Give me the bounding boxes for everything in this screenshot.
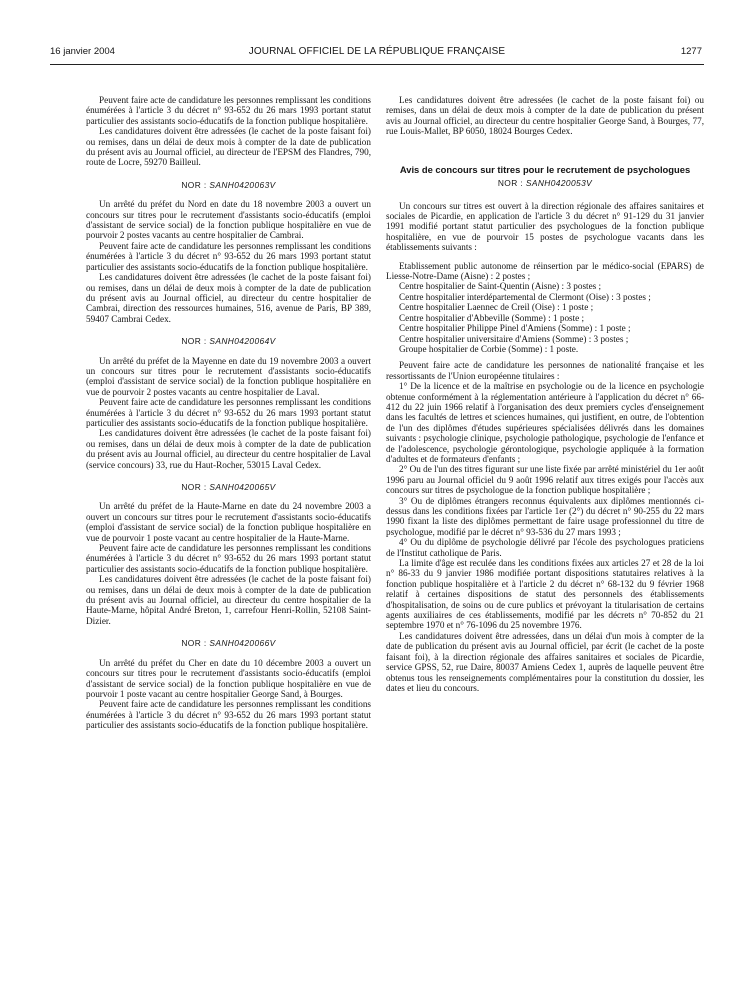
list-item: Centre hospitalier Philippe Pinel d'Amiens (Somme) : 1 poste ; <box>399 323 631 334</box>
paragraph: Peuvent faire acte de candidature les personnes remplissant les conditions énumérées à l'article 3 du décret n° 93-652 du 26 mars 1993 portant statut particulier des assistants socio-éducatifs de la fonction publique hospitalière. <box>86 699 371 731</box>
right-column <box>386 95 704 693</box>
paragraph: Les candidatures doivent être adressées (le cachet de la poste faisant foi) ou remises, dans un délai de deux mois à compter de la date de publication du présent avis au Journal officiel, au directeur du centre hospitalier de Cambrai, direction des ressources humaines, 516, avenue de Paris, BP 389, 59407 Cambrai Cedex. <box>86 272 371 324</box>
paragraph: Peuvent faire acte de candidature les personnes remplissant les conditions énumérées à l'article 3 du décret n° 93-652 du 26 mars 1993 portant statut particulier des assistants socio-éducatifs de la fonction publique hospitalière. <box>86 543 371 574</box>
list-item: Centre hospitalier Laennec de Creil (Oise) : 1 poste ; <box>399 302 594 313</box>
paragraph: Peuvent faire acte de candidature les personnes remplissant les conditions énumérées à l'article 3 du décret n° 93-652 du 26 mars 1993 portant statut particulier des assistants socio-éducatifs de la fonction publique hospitalière. <box>86 397 371 428</box>
nor-reference <box>86 180 371 190</box>
condition-item: 2° Ou de l'un des titres figurant sur une liste fixée par arrêté ministériel du 1er août 1996 paru au Journal officiel du 9 août 1996 relatif aux titres exigés pour l'accès aux concours sur titres de psychologue de la fonction publique hospitalière ; <box>386 464 704 496</box>
header-rule <box>50 64 704 65</box>
nor-label: NOR : <box>181 179 207 190</box>
nor-reference <box>86 336 371 346</box>
nor-reference <box>86 482 371 492</box>
paragraph: Un concours sur titres est ouvert à la direction régionale des affaires sanitaires et sociales de Picardie, en application de l'article 3 du décret n° 91-129 du 31 janvier 1991 modifié portant statut particulier des psychologues de la fonction publique hospitalière, en vue de pourvoir 15 postes de psychologue vacants dans les établissements suivants : <box>386 200 704 253</box>
header-date: 16 janvier 2004 <box>50 46 115 57</box>
nor-label: NOR : <box>181 336 207 347</box>
paragraph: Un arrêté du préfet de la Mayenne en date du 19 novembre 2003 a ouvert un concours sur titres pour le recrutement d'assistants socio-éducatifs (emploi d'assistant de service social) de la fonction publique hospitalière en vue de pourvoir 2 postes vacants au centre hospitalier de Laval. <box>86 355 371 397</box>
nor-label: NOR : <box>181 482 207 492</box>
paragraph: La limite d'âge est reculée dans les conditions fixées aux articles 27 et 28 de la loi n° 86-33 du 9 janvier 1986 modifiée portant dispositions statutaires relatives à la fonction publique hospitalière et à l'article 2 du décret n° 68-132 du 9 février 1968 relatif à certaines dispositions de statut des personnels des établissements d'hospitalisation, de soins ou de cure publics et prévoyant la titularisation de certains agents auxiliaires de ces établissements, modifié par les décrets n° 70-852 du 21 septembre 1970 et n° 76-1096 du 25 novembre 1976. <box>386 558 704 631</box>
nor-code: SANH0420064V <box>209 336 276 347</box>
paragraph: Les candidatures doivent être adressées (le cachet de la poste faisant foi) ou remises, dans un délai de deux mois à compter de la date de publication du présent avis au Journal officiel, au directeur de l'EPSM des Flandres, 790, route de Locre, 59270 Bailleul. <box>86 126 371 168</box>
notice-title: Avis de concours sur titres pour le recrutement de psychologues <box>399 163 691 175</box>
list-item: Centre hospitalier d'Abbeville (Somme) : 1 poste ; <box>399 312 585 323</box>
list-item: Centre hospitalier de Saint-Quentin (Aisne) : 3 postes ; <box>399 281 602 292</box>
nor-reference <box>386 178 704 188</box>
paragraph: Les candidatures doivent être adressées (le cachet de la poste faisant foi) ou remises, dans un délai de deux mois à compter de la date de publication du présent avis au Journal officiel, au directeur du centre hospitalier de Laval (service concours) 33, rue du Haut-Rocher, 53015 Laval Cedex. <box>86 428 371 470</box>
list-item: Centre hospitalier universitaire d'Amiens (Somme) : 3 postes ; <box>399 333 629 344</box>
nor-code: SANH0420053V <box>525 178 593 189</box>
paragraph: Un arrêté du préfet du Cher en date du 10 décembre 2003 a ouvert un concours sur titres pour le recrutement d'assistants socio-éducatifs (emploi d'assistant de service social) de la fonction publique hospitalière en vue de pourvoir 1 poste vacant au centre hospitalier George Sand, à Bourges. <box>86 657 371 699</box>
condition-item: 3° Ou de diplômes étrangers reconnus équivalents aux diplômes mentionnés ci-dessus dans les conditions fixées par l'article 1er (2°) du décret n° 90-255 du 22 mars 1990 fixant la liste des diplômes permettant de faire usage professionnel du titre de psychologue, modifié par le décret n° 93-536 du 27 mars 1993 ; <box>386 495 704 537</box>
paragraph: Les candidatures doivent être adressées, dans un délai d'un mois à compter de la date de publication du présent avis au Journal officiel, par écrit (le cachet de la poste faisant foi), à la direction régionale des affaires sanitaires et sociales de Picardie, service GPSS, 52, rue Daire, 80037 Amiens Cedex 1, auprès de laquelle peuvent être obtenus tous les renseignements complémentaires pour la constitution du dossier, les dates et lieu du concours. <box>386 630 704 693</box>
journal-title: JOURNAL OFFICIEL DE LA RÉPUBLIQUE FRANÇAISE <box>248 46 506 57</box>
page-header <box>50 46 704 62</box>
list-item: Etablissement public autonome de réinsertion par le médico-social (EPARS) de Liesse-Notre-Dame (Aisne) : 2 postes ; <box>386 260 704 282</box>
nor-label: NOR : <box>181 638 207 649</box>
page-number: 1277 <box>680 46 702 57</box>
left-column <box>86 95 371 731</box>
nor-code: SANH0420065V <box>209 482 276 492</box>
paragraph: Les candidatures doivent être adressées (le cachet de la poste faisant foi) ou remises, dans un délai de deux mois à compter de la date de publication du présent avis au Journal officiel, au directeur du centre hospitalier de la Haute-Marne, hôpital André Breton, 1, carrefour Henri-Rollin, 52108 Saint-Dizier. <box>86 574 371 626</box>
paragraph: Un arrêté du préfet du Nord en date du 18 novembre 2003 a ouvert un concours sur titres pour le recrutement d'assistants socio-éducatifs (emploi d'assistant de service social) de la fonction publique hospitalière en vue de pourvoir 2 postes vacants au centre hospitalier de Cambrai. <box>86 199 371 241</box>
condition-item: 1° De la licence et de la maîtrise en psychologie ou de la licence en psychologie obtenue conformément à la réglementation antérieure à l'application du décret n° 66-412 du 22 juin 1966 relatif à l'organisation des deux premiers cycles d'enseignement dans les facultés de lettres et sciences humaines, qui justifient, en outre, de l'obtention de l'un des diplômes d'études supérieures spécialisées délivrés dans les domaines suivants : psychologie clinique, psychologie pathologique, psychologie de l'enfance et de l'adolescence, psychologie gérontologique, psychologie appliquée à la formation d'adultes et de formateurs d'enfants ; <box>386 381 704 464</box>
nor-code: SANH0420063V <box>209 179 276 190</box>
paragraph: Les candidatures doivent être adressées (le cachet de la poste faisant foi) ou remises, dans un délai de deux mois à compter de la date de publication du présent avis au Journal officiel, au directeur du centre hospitalier George Sand, à Bourges, 77, rue Louis-Mallet, BP 6050, 18024 Bourges Cedex. <box>386 95 704 137</box>
nor-reference <box>86 638 371 648</box>
paragraph: Peuvent faire acte de candidature les personnes de nationalité française et les ressortissants de l'Union européenne titulaires : <box>386 360 704 381</box>
condition-item: 4° Ou du diplôme de psychologie délivré par l'école des psychologues praticiens de l'Institut catholique de Paris. <box>386 537 704 558</box>
list-item: Centre hospitalier interdépartemental de Clermont (Oise) : 3 postes ; <box>399 291 651 302</box>
paragraph: Peuvent faire acte de candidature les personnes remplissant les conditions énumérées à l'article 3 du décret n° 93-652 du 26 mars 1993 portant statut particulier des assistants socio-éducatifs de la fonction publique hospitalière. <box>86 240 371 272</box>
nor-code: SANH0420066V <box>209 638 276 649</box>
nor-label: NOR : <box>497 178 524 189</box>
paragraph: Un arrêté du préfet de la Haute-Marne en date du 24 novembre 2003 a ouvert un concours sur titres pour le recrutement d'assistants socio-éducatifs (emploi d'assistant de service social) de la fonction publique hospitalière en vue de pourvoir 1 poste vacant au centre hospitalier de la Haute-Marne. <box>86 501 371 543</box>
list-item: Groupe hospitalier de Corbie (Somme) : 1 poste. <box>399 343 579 354</box>
paragraph: Peuvent faire acte de candidature les personnes remplissant les conditions énumérées à l'article 3 du décret n° 93-652 du 26 mars 1993 portant statut particulier des assistants socio-éducatifs de la fonction publique hospitalière. <box>86 95 371 126</box>
